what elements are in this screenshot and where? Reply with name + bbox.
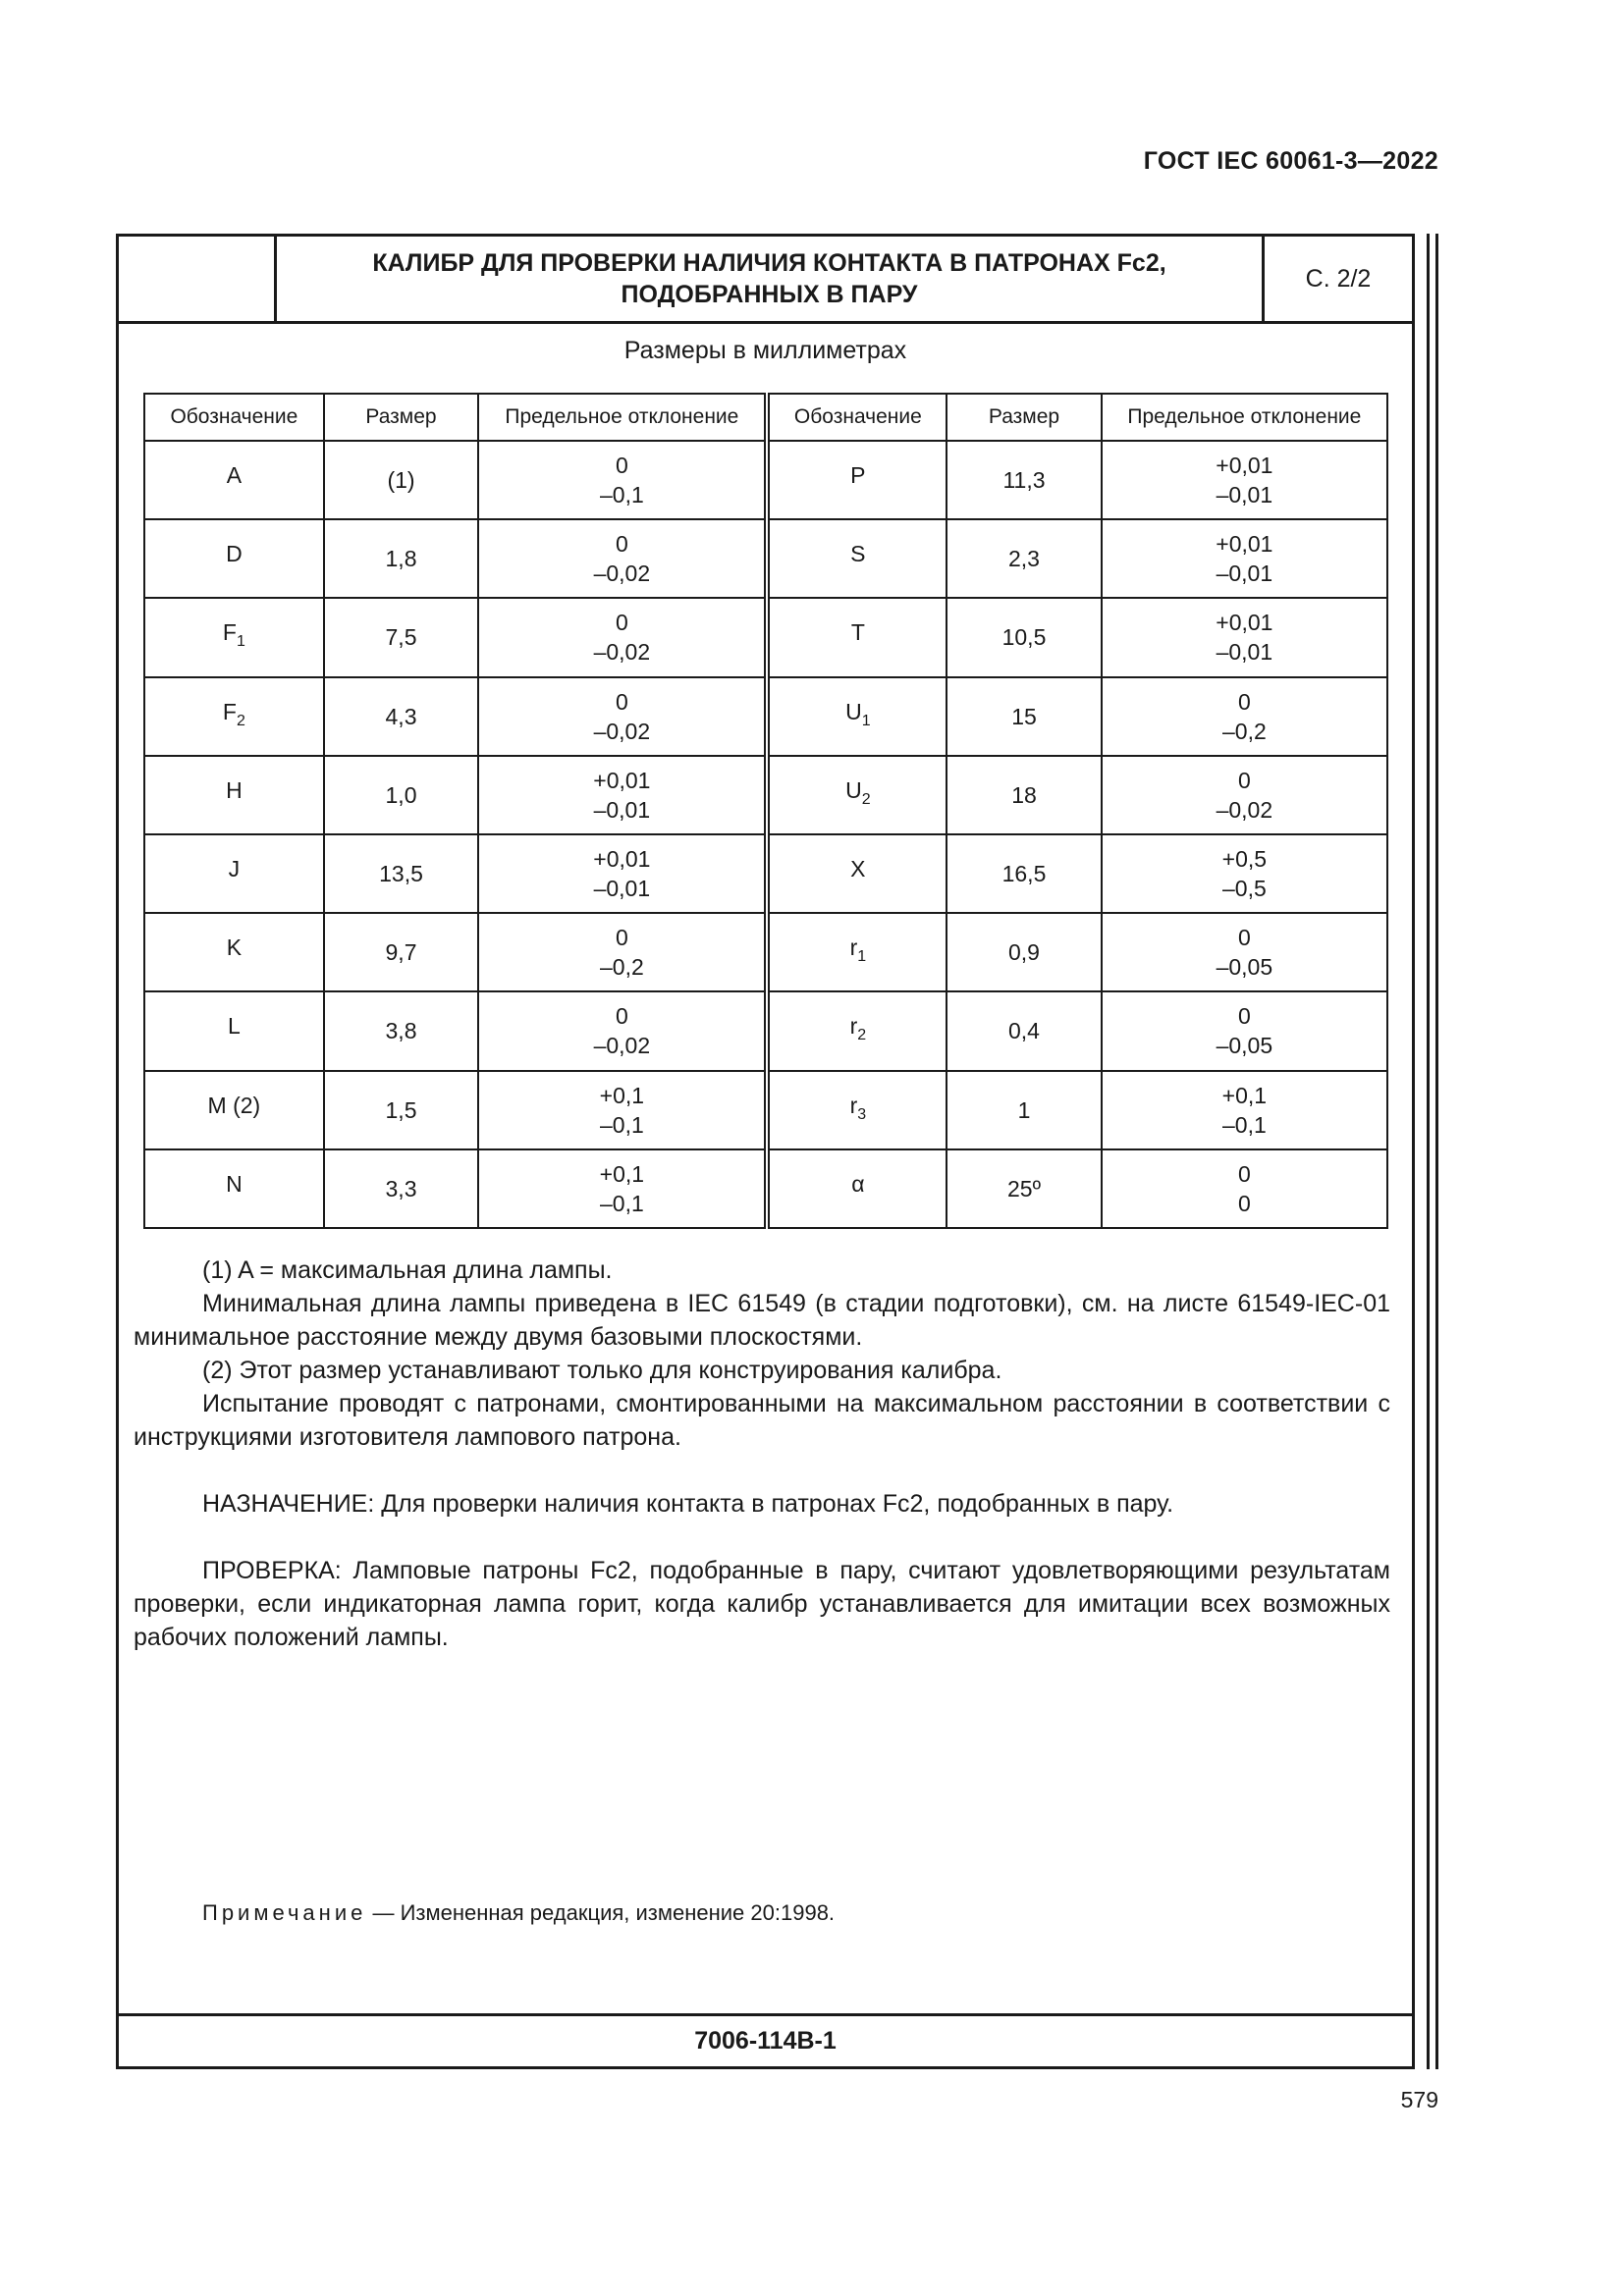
designation-subscript: 1: [236, 633, 245, 651]
note-1: (1) A = максимальная длина лампы.: [202, 1256, 613, 1284]
dimensions-table: [143, 393, 1388, 1229]
designation-symbol: U: [845, 776, 862, 803]
tolerance-upper: 0: [1237, 1160, 1251, 1187]
size-cell: 1,5: [324, 1071, 479, 1149]
tolerance-upper: 0: [615, 688, 628, 715]
designation-symbol: α: [851, 1170, 865, 1197]
tolerance-cell: [478, 991, 767, 1070]
tolerance-cell: [1102, 913, 1387, 991]
designation-cell: [767, 1149, 947, 1228]
size-cell: 7,5: [324, 598, 479, 676]
designation-symbol: M (2): [207, 1092, 261, 1118]
size-cell: 2,3: [947, 519, 1102, 598]
tolerance-lower: –0,01: [1216, 482, 1273, 508]
tolerance-lower: –0,02: [593, 561, 651, 587]
sheet-title-line1: КАЛИБР ДЛЯ ПРОВЕРКИ НАЛИЧИЯ КОНТАКТА В ПАТРОНАХ Fc2,: [372, 249, 1166, 277]
header-designation: Обозначение: [767, 394, 947, 441]
table-row: [144, 1149, 1387, 1228]
tolerance-lower: –0,02: [593, 718, 651, 744]
tolerance-cell: [478, 834, 767, 913]
size-cell: 0,9: [947, 913, 1102, 991]
tolerance-upper: 0: [1237, 1003, 1251, 1030]
tolerance-cell: [478, 519, 767, 598]
purpose-paragraph: НАЗНАЧЕНИЕ: Для проверки наличия контакта в патронах Fc2, подобранных в пару.: [202, 1490, 1174, 1518]
tolerance-lower: –0,5: [1221, 876, 1267, 902]
designation-cell: [767, 598, 947, 676]
tolerance-cell: [478, 441, 767, 519]
tolerance-lower: –0,1: [599, 482, 644, 508]
size-cell: (1): [324, 441, 479, 519]
tolerance-lower: –0,05: [1216, 1033, 1273, 1059]
drawing-frame: [116, 234, 1415, 2069]
tolerance-upper: 0: [1237, 767, 1251, 793]
tolerance-cell: [1102, 991, 1387, 1070]
tolerance-cell: [1102, 1071, 1387, 1149]
tolerance-upper: +0,01: [1216, 610, 1273, 636]
size-cell: 3,3: [324, 1149, 479, 1228]
header-tolerance: Предельное отклонение: [1102, 394, 1387, 441]
tolerance-lower: –0,01: [1216, 639, 1273, 666]
size-cell: 11,3: [947, 441, 1102, 519]
size-cell: 4,3: [324, 677, 479, 756]
tolerance-cell: [1102, 677, 1387, 756]
size-cell: 15: [947, 677, 1102, 756]
table-body: [144, 441, 1387, 1228]
size-cell: 13,5: [324, 834, 479, 913]
test-conditions: Испытание проводят с патронами, смонтированными на максимальном расстоянии в соответствии с инструкциями изготовителя лампового патрона.: [134, 1390, 1390, 1451]
designation-subscript: 3: [857, 1105, 867, 1123]
designation-symbol: T: [850, 619, 865, 646]
sheet-title: [277, 237, 1265, 321]
tolerance-upper: +0,1: [599, 1160, 645, 1187]
tolerance-lower: –0,01: [593, 876, 651, 902]
designation-cell: [144, 598, 324, 676]
binding-line: [1435, 234, 1438, 2069]
designation-cell: [144, 441, 324, 519]
remark: [202, 1900, 835, 1926]
designation-symbol: r: [849, 1092, 858, 1118]
designation-cell: [767, 834, 947, 913]
tolerance-upper: 0: [615, 531, 628, 558]
table-row: [144, 677, 1387, 756]
designation-symbol: H: [226, 776, 243, 803]
table-row: [144, 598, 1387, 676]
designation-cell: [144, 756, 324, 834]
designation-symbol: A: [226, 462, 243, 489]
designation-subscript: 2: [236, 712, 245, 729]
designation-symbol: D: [226, 541, 243, 567]
table-header-row: [144, 394, 1387, 441]
table-row: [144, 834, 1387, 913]
tolerance-lower: –0,01: [593, 796, 651, 823]
table-row: [144, 441, 1387, 519]
table-row: [144, 756, 1387, 834]
tolerance-upper: 0: [1237, 688, 1251, 715]
designation-symbol: r: [849, 934, 858, 961]
tolerance-lower: –0,02: [593, 639, 651, 666]
size-cell: 25º: [947, 1149, 1102, 1228]
designation-cell: [144, 834, 324, 913]
designation-cell: [144, 991, 324, 1070]
designation-cell: [767, 1071, 947, 1149]
tolerance-cell: [478, 756, 767, 834]
tolerance-cell: [478, 598, 767, 676]
remark-label: Примечание: [202, 1900, 367, 1925]
header-tolerance: Предельное отклонение: [478, 394, 767, 441]
notes-block: [134, 1254, 1390, 1654]
designation-cell: [767, 519, 947, 598]
designation-subscript: 1: [857, 948, 867, 966]
tolerance-lower: 0: [1237, 1190, 1251, 1216]
tolerance-upper: +0,1: [1221, 1082, 1268, 1108]
tolerance-cell: [478, 913, 767, 991]
designation-symbol: S: [850, 541, 866, 567]
tolerance-cell: [478, 1149, 767, 1228]
designation-subscript: 1: [861, 712, 871, 729]
designation-symbol: P: [850, 462, 866, 489]
designation-cell: [767, 441, 947, 519]
tolerance-cell: [1102, 756, 1387, 834]
size-cell: 10,5: [947, 598, 1102, 676]
tolerance-lower: –0,01: [1216, 561, 1273, 587]
tolerance-upper: 0: [1237, 925, 1251, 951]
size-cell: 1: [947, 1071, 1102, 1149]
tolerance-cell: [1102, 441, 1387, 519]
tolerance-lower: –0,02: [593, 1033, 651, 1059]
designation-cell: [144, 519, 324, 598]
tolerance-cell: [478, 677, 767, 756]
table-row: [144, 913, 1387, 991]
table-row: [144, 1071, 1387, 1149]
designation-cell: [767, 991, 947, 1070]
designation-symbol: r: [849, 1013, 858, 1040]
tolerance-upper: +0,5: [1221, 846, 1268, 873]
designation-symbol: N: [226, 1170, 243, 1197]
tolerance-cell: [1102, 1149, 1387, 1228]
note-1-detail: Минимальная длина лампы приведена в IEC 61549 (в стадии подготовки), см. на листе 61549-IEC-01 минимальное расстояние между двумя базовыми плоскостями.: [134, 1290, 1390, 1351]
note-2: (2) Этот размер устанавливают только для конструирования калибра.: [202, 1357, 1002, 1384]
header-size: Размер: [947, 394, 1102, 441]
tolerance-lower: –0,2: [1221, 718, 1267, 744]
designation-symbol: U: [845, 698, 862, 724]
designation-symbol: K: [226, 934, 243, 961]
tolerance-cell: [1102, 834, 1387, 913]
tolerance-upper: +0,01: [593, 846, 651, 873]
designation-cell: [767, 677, 947, 756]
tolerance-cell: [1102, 598, 1387, 676]
table-row: [144, 519, 1387, 598]
header-empty-cell: [119, 237, 277, 321]
size-cell: 0,4: [947, 991, 1102, 1070]
standard-number: ГОСТ IEC 60061-3—2022: [1143, 147, 1438, 175]
designation-cell: [767, 913, 947, 991]
size-cell: 16,5: [947, 834, 1102, 913]
tolerance-lower: –0,05: [1216, 954, 1273, 981]
designation-symbol: F: [222, 698, 237, 724]
tolerance-cell: [1102, 519, 1387, 598]
designation-cell: [144, 677, 324, 756]
tolerance-upper: +0,1: [599, 1082, 645, 1108]
tolerance-upper: 0: [615, 925, 628, 951]
tolerance-lower: –0,1: [599, 1190, 644, 1216]
designation-symbol: L: [227, 1013, 241, 1040]
designation-subscript: 2: [857, 1027, 867, 1044]
size-cell: 1,8: [324, 519, 479, 598]
remark-text: — Измененная редакция, изменение 20:1998.: [372, 1900, 836, 1925]
size-cell: 18: [947, 756, 1102, 834]
designation-symbol: J: [228, 856, 241, 882]
check-paragraph: ПРОВЕРКА: Ламповые патроны Fc2, подобранные в пару, считают удовлетворяющими результатам проверки, если индикаторная лампа горит, когда калибр устанавливается для имитации всех возможных рабочих положений лампы.: [134, 1557, 1390, 1651]
tolerance-upper: +0,01: [593, 767, 651, 793]
tolerance-upper: 0: [615, 453, 628, 479]
designation-cell: [144, 1149, 324, 1228]
tolerance-upper: +0,01: [1216, 531, 1273, 558]
tolerance-lower: –0,2: [599, 954, 644, 981]
tolerance-cell: [478, 1071, 767, 1149]
header-size: Размер: [324, 394, 479, 441]
designation-symbol: F: [222, 619, 237, 646]
sheet-code: 7006-114B-1: [694, 2027, 837, 2055]
sheet-index: С. 2/2: [1305, 264, 1372, 293]
header-designation: Обозначение: [144, 394, 324, 441]
designation-subscript: 2: [861, 790, 871, 808]
page-number: 579: [1400, 2087, 1438, 2112]
units-caption: Размеры в миллиметрах: [623, 337, 907, 364]
tolerance-lower: –0,1: [1221, 1111, 1267, 1138]
designation-cell: [144, 913, 324, 991]
designation-cell: [767, 756, 947, 834]
tolerance-upper: 0: [615, 1003, 628, 1030]
sheet-title-line2: ПОДОБРАННЫХ В ПАРУ: [621, 281, 918, 308]
tolerance-upper: +0,01: [1216, 453, 1273, 479]
tolerance-upper: 0: [615, 610, 628, 636]
designation-symbol: X: [850, 856, 866, 882]
frame-header: [119, 237, 1412, 324]
table-row: [144, 991, 1387, 1070]
size-cell: 9,7: [324, 913, 479, 991]
tolerance-lower: –0,1: [599, 1111, 644, 1138]
size-cell: 3,8: [324, 991, 479, 1070]
size-cell: 1,0: [324, 756, 479, 834]
designation-cell: [144, 1071, 324, 1149]
tolerance-lower: –0,02: [1216, 796, 1273, 823]
binding-line: [1427, 234, 1430, 2069]
